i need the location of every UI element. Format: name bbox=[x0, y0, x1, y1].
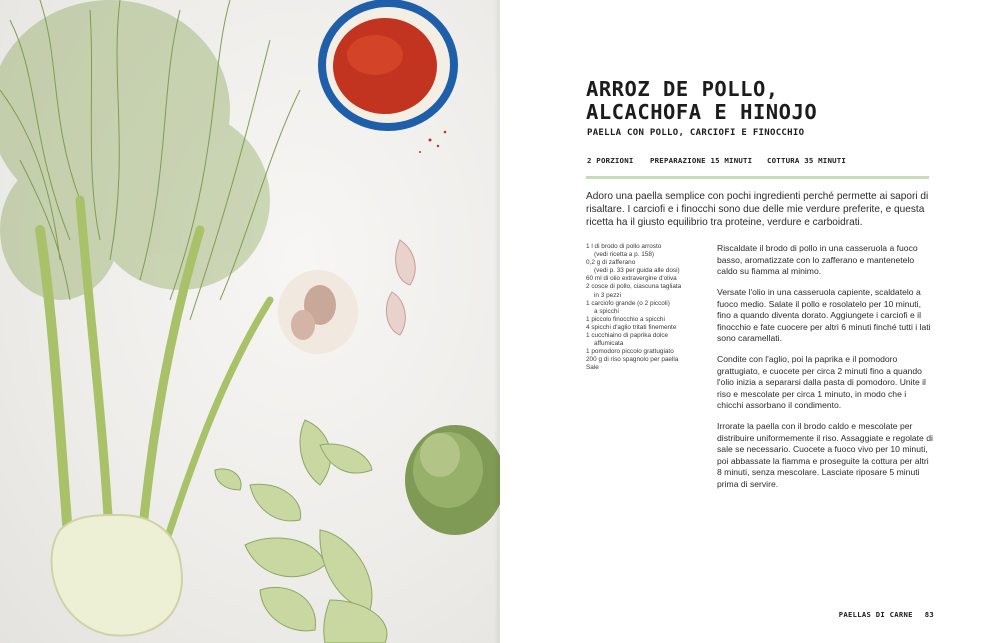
ingredient-item: a spicchi bbox=[594, 307, 619, 315]
recipe-subtitle: PAELLA CON POLLO, CARCIOFI E FINOCCHIO bbox=[587, 128, 805, 138]
ingredient-item: 200 g di riso spagnolo per paella bbox=[586, 356, 679, 364]
ingredient-item: 1 l di brodo di pollo arrosto bbox=[586, 243, 662, 250]
recipe-title-line-2: ALCACHOFA E HINOJO bbox=[586, 100, 818, 124]
method-step: Riscaldate il brodo di pollo in una casseruola a fuoco basso, aromatizzate con lo zafferano e mantenetelo caldo su fiamma al minimo. bbox=[717, 243, 918, 276]
ingredient-item: (vedi ricetta a p. 158) bbox=[594, 251, 655, 259]
recipe-intro: Adoro una paella semplice con pochi ingredienti perché permette ai sapori di risaltare. I carciofi e i finocchi sono due delle mie verdure preferite, e questa ricetta ha il giusto equilibrio tra proteine, verdure e carboidrati. bbox=[586, 191, 929, 228]
ingredient-item: 60 ml di olio extravergine d'oliva bbox=[586, 275, 677, 283]
method-step: Versate l'olio in una casseruola capiente, scaldatelo a fuoco medio. Salate il pollo e rosolatelo per 10 minuti, fino a quando diventa dorato. Aggiungete i carciofi e il finocchio e fate cuocere per altri 6 minuti finché tutti i lati sono caramellati. bbox=[717, 287, 931, 343]
paprika-bowl bbox=[318, 0, 458, 131]
section-name: PAELLAS DI CARNE bbox=[838, 610, 913, 619]
method-step: Irrorate la paella con il brodo caldo e mescolate per distribuire uniformemente il riso. Assaggiate e regolate di sale se necessario. Cuocete a fuoco vivo per 10 minuti, poi abbassate la fiamma e proseguite la cottura per altri 8 minuti, senza mescolare. Lasciate riposare 5 minuti prima di servire. bbox=[717, 421, 933, 489]
accent-rule bbox=[586, 176, 929, 179]
ingredient-item: (vedi p. 33 per guida alle dosi) bbox=[594, 267, 680, 275]
page-footer bbox=[839, 610, 934, 619]
garlic-cloves bbox=[386, 240, 415, 335]
method-step: Condite con l'aglio, poi la paprika e il pomodoro grattugiato, e cuocete per circa 2 minuti fino a quando l'olio inizia a separarsi dalla pasta di pomodoro. Unite il riso e mescolate per circa 1 minuto, in modo che i chicchi assorbano il condimento. bbox=[717, 354, 926, 410]
method-steps bbox=[717, 243, 933, 500]
ingredient-item: 1 piccolo finocchio a spicchi bbox=[586, 315, 665, 323]
artichoke-leaves bbox=[215, 420, 387, 643]
paprika-specks bbox=[419, 131, 446, 153]
ingredient-item: 1 cucchiaino di paprika dolce bbox=[586, 332, 669, 340]
ingredient-item: affumicata bbox=[594, 340, 624, 348]
servings: 2 PORZIONI bbox=[587, 156, 634, 165]
fennel-bulb bbox=[52, 515, 182, 636]
ingredient-item: 1 pomodoro piccolo grattugiato bbox=[586, 348, 674, 356]
recipe-title-line-1: ARROZ DE POLLO, bbox=[586, 77, 779, 101]
garlic-bulb bbox=[278, 270, 358, 354]
artichoke bbox=[405, 425, 500, 535]
recipe-page bbox=[500, 0, 1000, 643]
ingredient-item: 0,2 g di zafferano bbox=[586, 259, 636, 267]
page-number: 83 bbox=[924, 610, 934, 619]
ingredient-item: in 3 pezzi bbox=[594, 291, 621, 299]
ingredient-item: 1 carciofo grande (o 2 piccoli) bbox=[586, 299, 670, 307]
ingredient-list bbox=[586, 243, 706, 373]
prep-time: PREPARAZIONE 15 MINUTI bbox=[650, 156, 753, 165]
ingredient-item: 4 spicchi d'aglio tritati finemente bbox=[586, 323, 677, 331]
ingredient-item: Sale bbox=[586, 364, 599, 372]
recipe-title bbox=[586, 78, 817, 124]
ingredient-item: 2 cosce di pollo, ciascuna tagliata bbox=[586, 283, 682, 291]
cook-time: COTTURA 35 MINUTI bbox=[767, 156, 847, 165]
